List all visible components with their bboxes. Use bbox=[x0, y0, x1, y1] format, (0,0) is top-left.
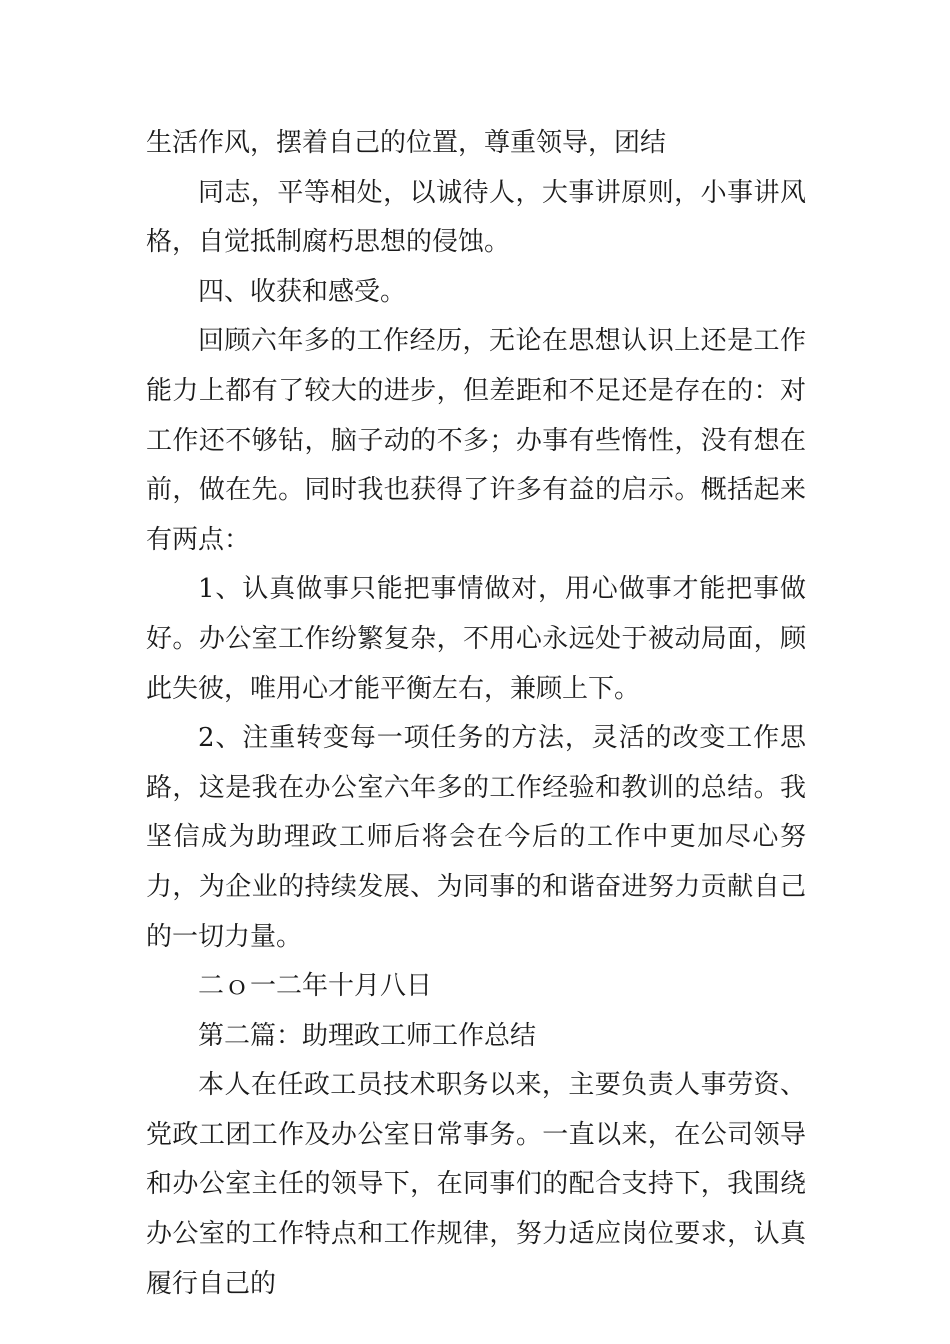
paragraph-review: 回顾六年多的工作经历，无论在思想认识上还是工作能力上都有了较大的进步，但差距和不足还是存在的：对工作还不够钻，脑子动的不多；办事有些惰性，没有想在前，做在先。同时我也获得了许多有益的启示。概括起来有两点： bbox=[146, 326, 806, 555]
paragraph-colleagues: 同志，平等相处，以诚待人，大事讲原则，小事讲风格，自觉抵制腐朽思想的侵蚀。 bbox=[146, 177, 806, 258]
date-line: 二ｏ一二年十月八日 bbox=[198, 971, 433, 1002]
paragraph-point-2: 2、注重转变每一项任务的方法，灵活的改变工作思路，这是我在办公室六年多的工作经验和教训的总结。我坚信成为助理政工师后将会在今后的工作中更加尽心努力，为企业的持续发展、为同事的和谐奋进努力贡献自己的一切力量。 bbox=[146, 723, 806, 952]
article-title-part-two: 第二篇：助理政工师工作总结 bbox=[198, 1020, 537, 1051]
section-heading-gains: 四、收获和感受。 bbox=[198, 276, 407, 307]
paragraph-work-style: 生活作风，摆着自己的位置，尊重领导，团结 bbox=[146, 128, 667, 158]
document-body bbox=[146, 119, 806, 1309]
paragraph-intro-part-two: 本人在任政工员技术职务以来，主要负责人事劳资、党政工团工作及办公室日常事务。一直以来，在公司领导和办公室主任的领导下，在同事们的配合支持下，我围绕办公室的工作特点和工作规律，努力适应岗位要求，认真履行自己的 bbox=[146, 1070, 806, 1299]
paragraph-point-1: 1、认真做事只能把事情做对，用心做事才能把事做好。办公室工作纷繁复杂，不用心永远处于被动局面，顾此失彼，唯用心才能平衡左右，兼顾上下。 bbox=[146, 574, 806, 704]
